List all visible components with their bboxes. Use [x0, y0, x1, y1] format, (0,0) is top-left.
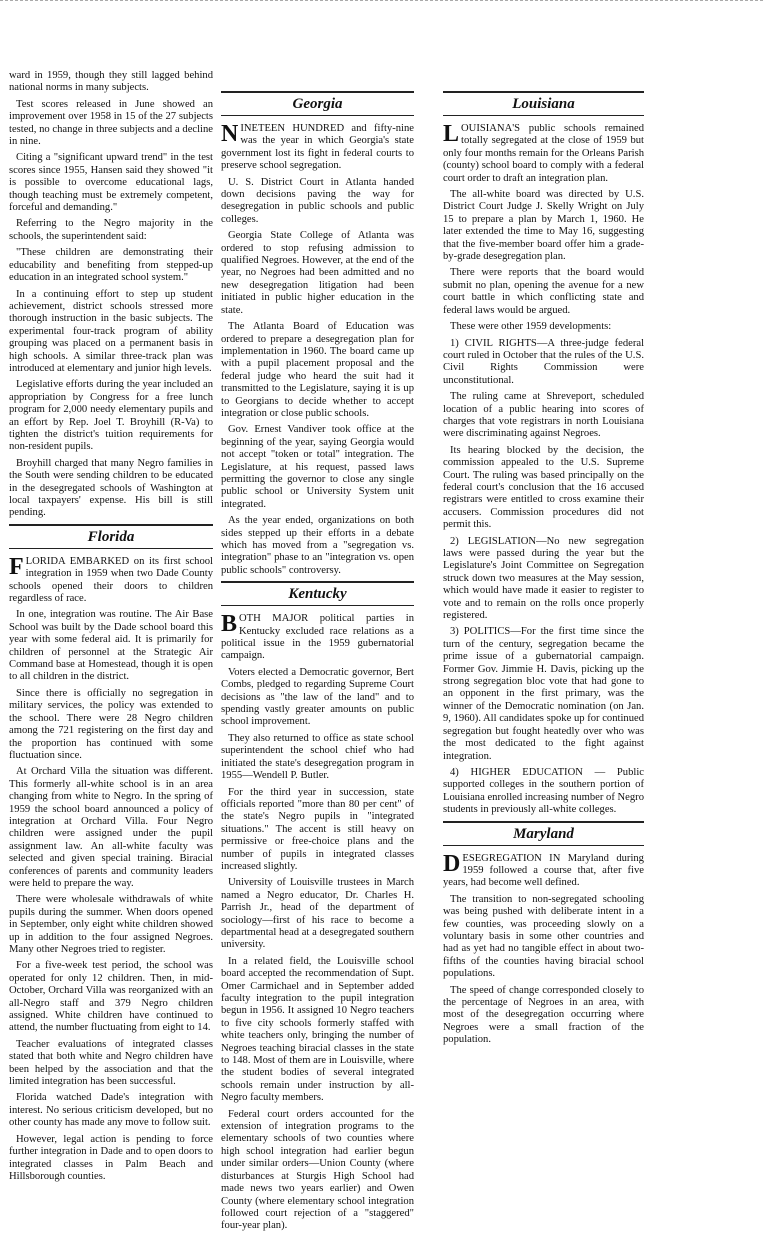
column-3	[443, 88, 644, 1051]
item-text: — Public supported colleges in the southern portion of Louisiana enrolled increasing number of Negro students in previously all-white colleges.	[443, 766, 644, 816]
item-text: —No new segregation laws were passed during the year but the Legislature's Joint Committee on Segregation struck down two measures at the May session, which would have made it easier to register to vote and to remain on the rolls once properly registered.	[443, 535, 644, 622]
list-item	[443, 338, 644, 388]
paragraph: In a related field, the Louisville school board accepted the recommendation of Supt. Omer Carmichael and in September added faculty integration to the pupil integration begun in 1956. It assigned 10 Negro teachers to five city schools formerly staffed with white teachers only, bringing the number of Negroes teaching biracial classes in the state to 148. Most of them are in Louisville, where the student bodies of several integrated schools remain under instruction by all-Negro faculty members.	[221, 955, 414, 1104]
lead-text: on its first school integration in 1959 when two Dade County schools opened their doors to children regardless of race.	[9, 555, 213, 605]
paragraph: "These children are demonstrating their educability and benefiting from stepped-up education in an integrated school system."	[9, 247, 213, 284]
lead-caps: ESEGREGATION IN	[462, 852, 561, 864]
column-1	[9, 70, 213, 1187]
paragraph: For the third year in succession, state officials reported "more than 80 per cent" of the state's Negro pupils in "integrated situations." The accent is still heavy on permissive or free-choice plans and the number of pupils in integrated classes increased slightly.	[221, 786, 414, 872]
paragraph: Legislative efforts during the year included an appropriation by Congress for a free lunch program for 2,000 needy elementary pupils and an effort by Rep. Joel T. Broyhill (R-Va) to tighten the district's tuition requirements for non-resident pupils.	[9, 379, 213, 453]
paragraph: Test scores released in June showed an improvement over 1958 in 15 of the 27 subjects tested, no change in three subjects and a decline in nine.	[9, 98, 213, 148]
lead-caps: LORIDA EMBARKED	[25, 555, 130, 567]
lead-caps: OUISIANA'S	[461, 123, 521, 134]
paragraph: University of Louisville trustees in March named a Negro educator, Dr. Charles H. Parrish Jr., head of the department of sociology—first of his race to become a departmental head at a desegregated southern university.	[221, 877, 414, 951]
paragraph: Georgia State College of Atlanta was ordered to stop refusing admission to qualified Negroes. However, at the end of the year, no Negroes had been admitted and no new desegregation litigation had been initiated in public higher education in the state.	[221, 230, 414, 316]
paragraph: Broyhill charged that many Negro families in the South were sending children to be educated in the desegregated schools of Washington at local taxpayers' expense. His bill is still pending.	[9, 457, 213, 519]
section-heading-maryland: Maryland	[443, 821, 644, 846]
paragraph: Its hearing blocked by the decision, the commission appealed to the U.S. Supreme Court. The ruling was based principally on the federal court's conclusion that the 16 accused registrars were entitled to cross examine their accusers. Commission procedures did not permit this.	[443, 444, 644, 531]
paragraph: As the year ended, organizations on both sides stepped up their efforts in a debate which has moved from a "segregation vs. integration" phase to an "integration vs. open public schools" controversy.	[221, 515, 414, 576]
lead-text: Maryland during 1959 followed a course that, after five years, had become well defined.	[443, 852, 644, 889]
paragraph: The ruling came at Shreveport, scheduled location of a public hearing into scores of charges that vote registrars in north Louisiana were discriminating against Negroes.	[443, 391, 644, 440]
paragraph: Gov. Ernest Vandiver took office at the beginning of the year, saying Georgia would not accept "token or total" integration. The Legislature, at his request, passed laws permitting the governor to close any single public school or University System unit integrated.	[221, 424, 414, 510]
paragraph: Teacher evaluations of integrated classes stated that both white and Negro children have been helped by the association and that the limited integration has been successful.	[9, 1038, 213, 1088]
paragraph: There were reports that the board would submit no plan, opening the avenue for a new court battle in which conflicting state and federal laws would be argued.	[443, 267, 644, 316]
paragraph: There were wholesale withdrawals of white pupils during the summer. When doors opened in September, only eight white children showed up in addition to the four assigned Negroes. Many other Negroes tried to register.	[9, 894, 213, 955]
paragraph: However, legal action is pending to force further integration in Dade and to open doors to integrated classes in Palm Beach and Hillsborough counties.	[9, 1133, 213, 1182]
paragraph: In one, integration was routine. The Air Base School was built by the Dade school board this year with some federal aid. It is primarily for children of personnel at the Strategic Air Command base at Homestead, though it is open to all children in the district.	[9, 609, 213, 683]
section-heading-louisiana: Louisiana	[443, 91, 644, 116]
lead-caps: OTH MAJOR	[239, 613, 309, 625]
lead-caps: INETEEN HUNDRED	[240, 123, 345, 134]
paragraph: Florida watched Dade's integration with interest. No serious criticism developed, but no other county has made any move to follow suit.	[9, 1092, 213, 1129]
paragraph: They also returned to office as state school superintendent the school chief who had initiated the state's desegregation program in 1955—Wendell P. Butler.	[221, 732, 414, 782]
paragraph: At Orchard Villa the situation was different. This formerly all-white school is in an area changing from white to Negro. In the spring of 1959 the school board announced a policy of integration at Orchard Villa. Four Negro children were assigned under the pupil assignment law. An all-white faculty was selected and given special training. Biracial conferences of parents and community leaders were held to prepare the way.	[9, 766, 213, 889]
paragraph: The all-white board was directed by U.S. District Court Judge J. Skelly Wright on July 15 to prepare a plan by March 1, 1960. He later extended the time to May 16, suggesting that the five-member board offer him a grade-by-grade desegregation plan.	[443, 189, 644, 263]
paragraph: The speed of change corresponded closely to the percentage of Negroes in an area, with most of the desegregation occurring where Negroes were a small fraction of the population.	[443, 984, 644, 1046]
item-label: 3) POLITICS	[450, 626, 511, 638]
lead-paragraph	[221, 613, 414, 663]
drop-cap: B	[221, 611, 238, 638]
paragraph: Referring to the Negro majority in the schools, the superintendent said:	[9, 218, 213, 242]
item-label: 4) HIGHER EDUCATION	[450, 766, 583, 778]
lead-text: political parties in Kentucky excluded race relations as a political issue in the 1959 gubernatorial campaign.	[221, 613, 414, 662]
drop-cap: L	[443, 121, 460, 147]
drop-cap: D	[443, 850, 461, 877]
lead-paragraph	[443, 850, 644, 890]
paragraph: The Atlanta Board of Education was ordered to prepare a desegregation plan for implementation in 1960. The board came up with a pupil placement proposal and the federal judge who heard the suit had it transmitted to the Legislature, saying it is up to Georgians to decide whether to accept integration or close public schools.	[221, 321, 414, 419]
section-heading-florida: Florida	[9, 524, 213, 549]
list-item	[443, 536, 644, 623]
drop-cap: N	[221, 121, 239, 147]
lead-paragraph	[443, 123, 644, 185]
list-item	[443, 767, 644, 817]
column-2	[221, 88, 414, 1237]
paragraph: Voters elected a Democratic governor, Bert Combs, pledged to regarding Supreme Court decisions as "the law of the land" and to spending vastly greater amounts on public school improvement.	[221, 666, 414, 728]
paragraph: Citing a "significant upward trend" in the test scores since 1955, Hansen said they showed "it is possible to overcome educational lags, though teaching must be extremely competent, forceful and demanding."	[9, 152, 213, 214]
lead-text: and fifty-nine was the year in which Georgia's state government lost its fight in federal courts to preserve school segregation.	[221, 123, 414, 172]
item-text: —For the first time since the turn of the century, segregation became the prime issue of a gubernatorial campaign. Former Gov. Jimmie H. Davis, picking up the strong segregation bloc vote that had gone to an opponent in the first primary, was the winner of the Democratic nomination (on Jan. 9, 1960). All candidates spoke up for continued segregation but fought heatedly over who was the most dedicated to the fight against integration.	[443, 626, 644, 762]
paragraph: In a continuing effort to step up student achievement, district schools stressed more thorough instruction in the basic subjects. The experimental four-track program of ability grouping was placed on a permanent basis in high schools. A similar three-track plan was introduced at elementary and junior high levels.	[9, 288, 213, 374]
page-top-border	[0, 0, 763, 1]
paragraph: Federal court orders accounted for the extension of integration programs to the elementary schools of two counties where high school integration had earlier begun under similar orders—Union County (where disturbances at Sturgis High School had made news two years earlier) and Owen County (where elementary school integration followed court rejection of a "staggered" four-year plan).	[221, 1108, 414, 1232]
lead-paragraph	[9, 553, 213, 606]
section-heading-georgia: Georgia	[221, 91, 414, 116]
drop-cap: F	[9, 553, 24, 580]
paragraph: These were other 1959 developments:	[450, 321, 612, 333]
item-label: 2) LEGISLATION	[450, 535, 537, 547]
list-item	[443, 626, 644, 762]
paragraph: For a five-week test period, the school was operated for only 12 children. Then, in mid-October, Orchard Villa was reorganized with an all-Negro staff and 379 Negro children assigned. White children have continued to attend, the number fluctuating from eight to 14.	[9, 960, 213, 1034]
item-label: 1) CIVIL RIGHTS	[450, 337, 537, 349]
item-text: —A three-judge federal court ruled in October that the rules of the U.S. Civil Rights Commission were unconstitutional.	[443, 337, 645, 386]
paragraph: ward in 1959, though they still lagged behind national norms in many subjects.	[9, 70, 213, 94]
paragraph: Since there is officially no segregation in military services, the policy was extended to the school. There were 28 Negro children among the 721 registering on the first day and the proportion has continued with some fluctuation since.	[9, 687, 213, 761]
lead-paragraph	[221, 123, 414, 173]
paragraph: The transition to non-segregated schooling was being pushed with deliberate intent in a few counties, was proceeding slowly on a voluntary basis in some other countries and had as yet had no tangible effect in about two-fifths of the counties having biracial school populations.	[443, 893, 644, 980]
paragraph: U. S. District Court in Atlanta handed down decisions paving the way for desegregation in public schools and public colleges.	[221, 176, 414, 225]
lead-text: public schools remained totally segregated at the close of 1959 but only four months remain for the Orleans Parish (county) school board to comply with a federal court order to draft an integration plan.	[443, 123, 644, 184]
section-heading-kentucky: Kentucky	[221, 581, 414, 606]
